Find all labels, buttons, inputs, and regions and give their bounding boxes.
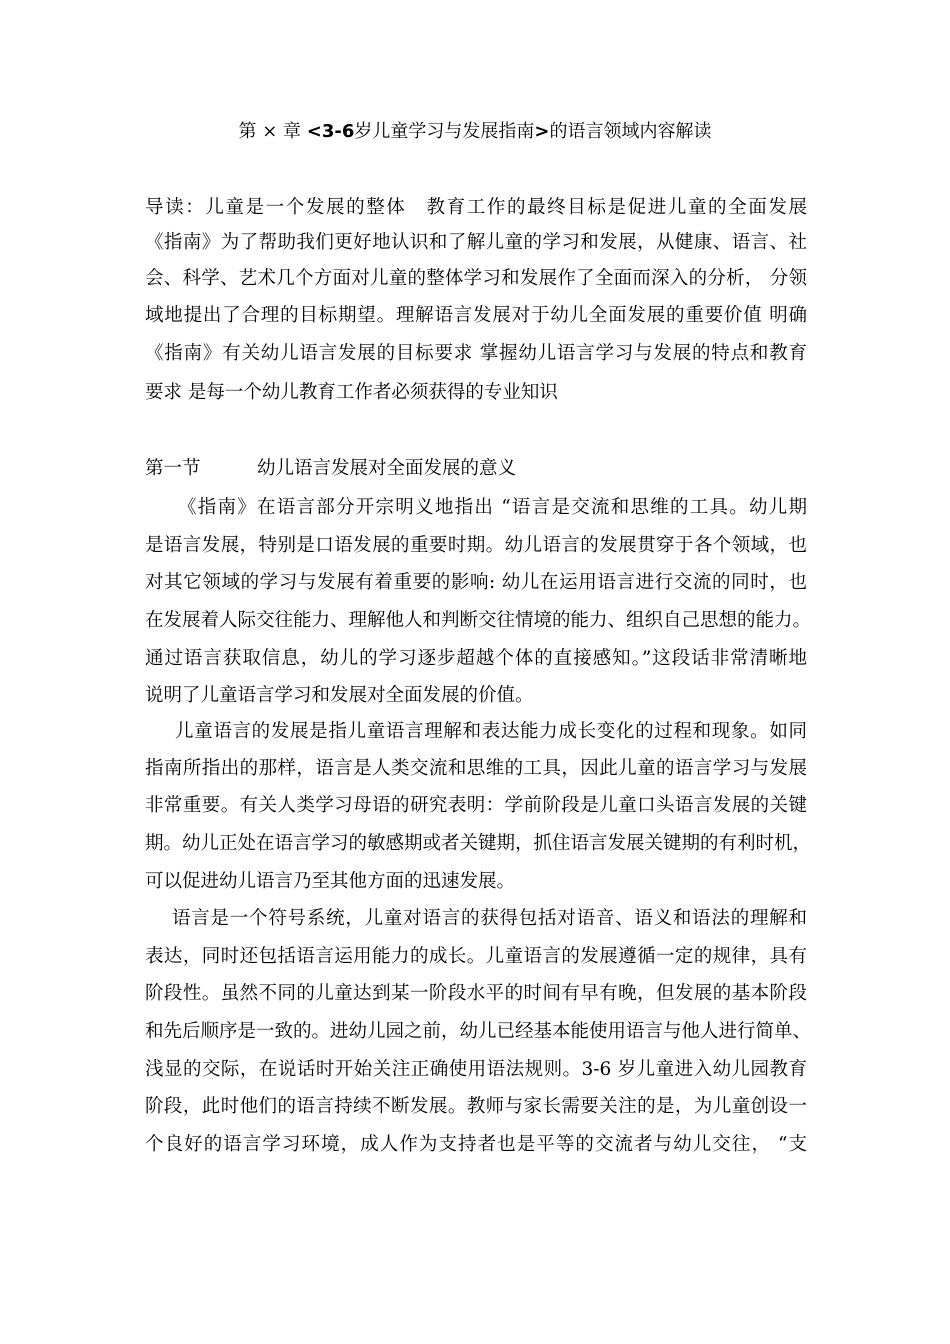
intro-line: 《指南》有关幼儿语言发展的目标要求 掌握幼儿语言学习与发展的特点和教育 bbox=[145, 343, 807, 364]
paragraph-line: 语言是一个符号系统，儿童对语言的获得包括对语音、语义和语法的理解和 bbox=[172, 908, 807, 929]
paragraph-line: 儿童语言的发展是指儿童语言理解和表达能力成长变化的过程和现象。如同 bbox=[175, 721, 807, 742]
paragraph-line: 在发展着人际交往能力、理解他人和判断交往情境的能力、组织自己思想的能力。 bbox=[145, 610, 812, 631]
paragraph-line: 表达，同时还包括语言运用能力的成长。儿童语言的发展遵循一定的规律，具有 bbox=[145, 946, 807, 967]
section-number: 第一节 bbox=[145, 458, 201, 479]
paragraph-line: 阶段性。虽然不同的儿童达到某一阶段水平的时间有早有晚，但发展的基本阶段 bbox=[145, 983, 807, 1004]
paragraph-line: 是语言发展，特别是口语发展的重要时期。幼儿语言的发展贯穿于各个领域，也 bbox=[145, 535, 807, 556]
title-bold: <3-6 bbox=[306, 121, 355, 142]
paragraph-line: 通过语言获取信息，幼儿的学习逐步超越个体的直接感知。”这段话非常清晰地 bbox=[145, 648, 807, 669]
paragraph-line: 《指南》在语言部分开宗明义地指出 “语言是交流和思维的工具。幼儿期 bbox=[178, 497, 807, 518]
paragraph-line: 可以促进幼儿语言乃至其他方面的迅速发展。 bbox=[145, 871, 516, 892]
intro-line: 导读：儿童是一个发展的整体 教育工作的最终目标是促进儿童的全面发展 bbox=[145, 197, 807, 218]
intro-line: 要求 是每一个幼儿教育工作者必须获得的专业知识 bbox=[145, 382, 558, 403]
intro-line: 会、科学、艺术几个方面对儿童的整体学习和发展作了全面而深入的分析， 分领 bbox=[145, 268, 807, 289]
paragraph-line: 浅显的交际，在说话时开始关注正确使用语法规则。3-6 岁儿童进入幼儿园教育 bbox=[145, 1059, 807, 1080]
intro-line: 域地提出了合理的目标期望。理解语言发展对于幼儿全面发展的重要价值 明确 bbox=[145, 305, 807, 326]
section-heading bbox=[145, 455, 516, 483]
intro-line: 《指南》为了帮助我们更好地认识和了解儿童的学习和发展，从健康、语言、社 bbox=[145, 232, 807, 253]
paragraph-line: 对其它领域的学习与发展有着重要的影响: 幼儿在运用语言进行交流的同时，也 bbox=[145, 572, 807, 593]
paragraph-line: 说明了儿童语言学习和发展对全面发展的价值。 bbox=[145, 685, 534, 706]
paragraph-line: 个良好的语言学习环境，成人作为支持者也是平等的交流者与幼儿交往， “支 bbox=[145, 1134, 807, 1155]
page-title bbox=[0, 118, 950, 146]
paragraph-line: 指南所指出的那样，语言是人类交流和思维的工具，因此儿童的语言学习与发展 bbox=[145, 758, 807, 779]
title-prefix: 第 × 章 bbox=[238, 121, 307, 142]
title-suffix: 的语言领域内容解读 bbox=[549, 121, 712, 142]
section-title: 幼儿语言发展对全面发展的意义 bbox=[257, 458, 517, 479]
paragraph-line: 和先后顺序是一致的。进幼儿园之前，幼儿已经基本能使用语言与他人进行简单、 bbox=[145, 1021, 812, 1042]
title-mid: 岁儿童学习与发展指南 bbox=[354, 121, 535, 142]
paragraph-line: 阶段，此时他们的语言持续不断发展。教师与家长需要关注的是，为儿童创设一 bbox=[145, 1096, 807, 1117]
title-bold-2: > bbox=[534, 121, 550, 142]
paragraph-line: 期。幼儿正处在语言学习的敏感期或者关键期，抓住语言发展关键期的有利时机， bbox=[145, 833, 812, 854]
paragraph-line: 非常重要。有关人类学习母语的研究表明：学前阶段是儿童口头语言发展的关键 bbox=[145, 795, 807, 816]
